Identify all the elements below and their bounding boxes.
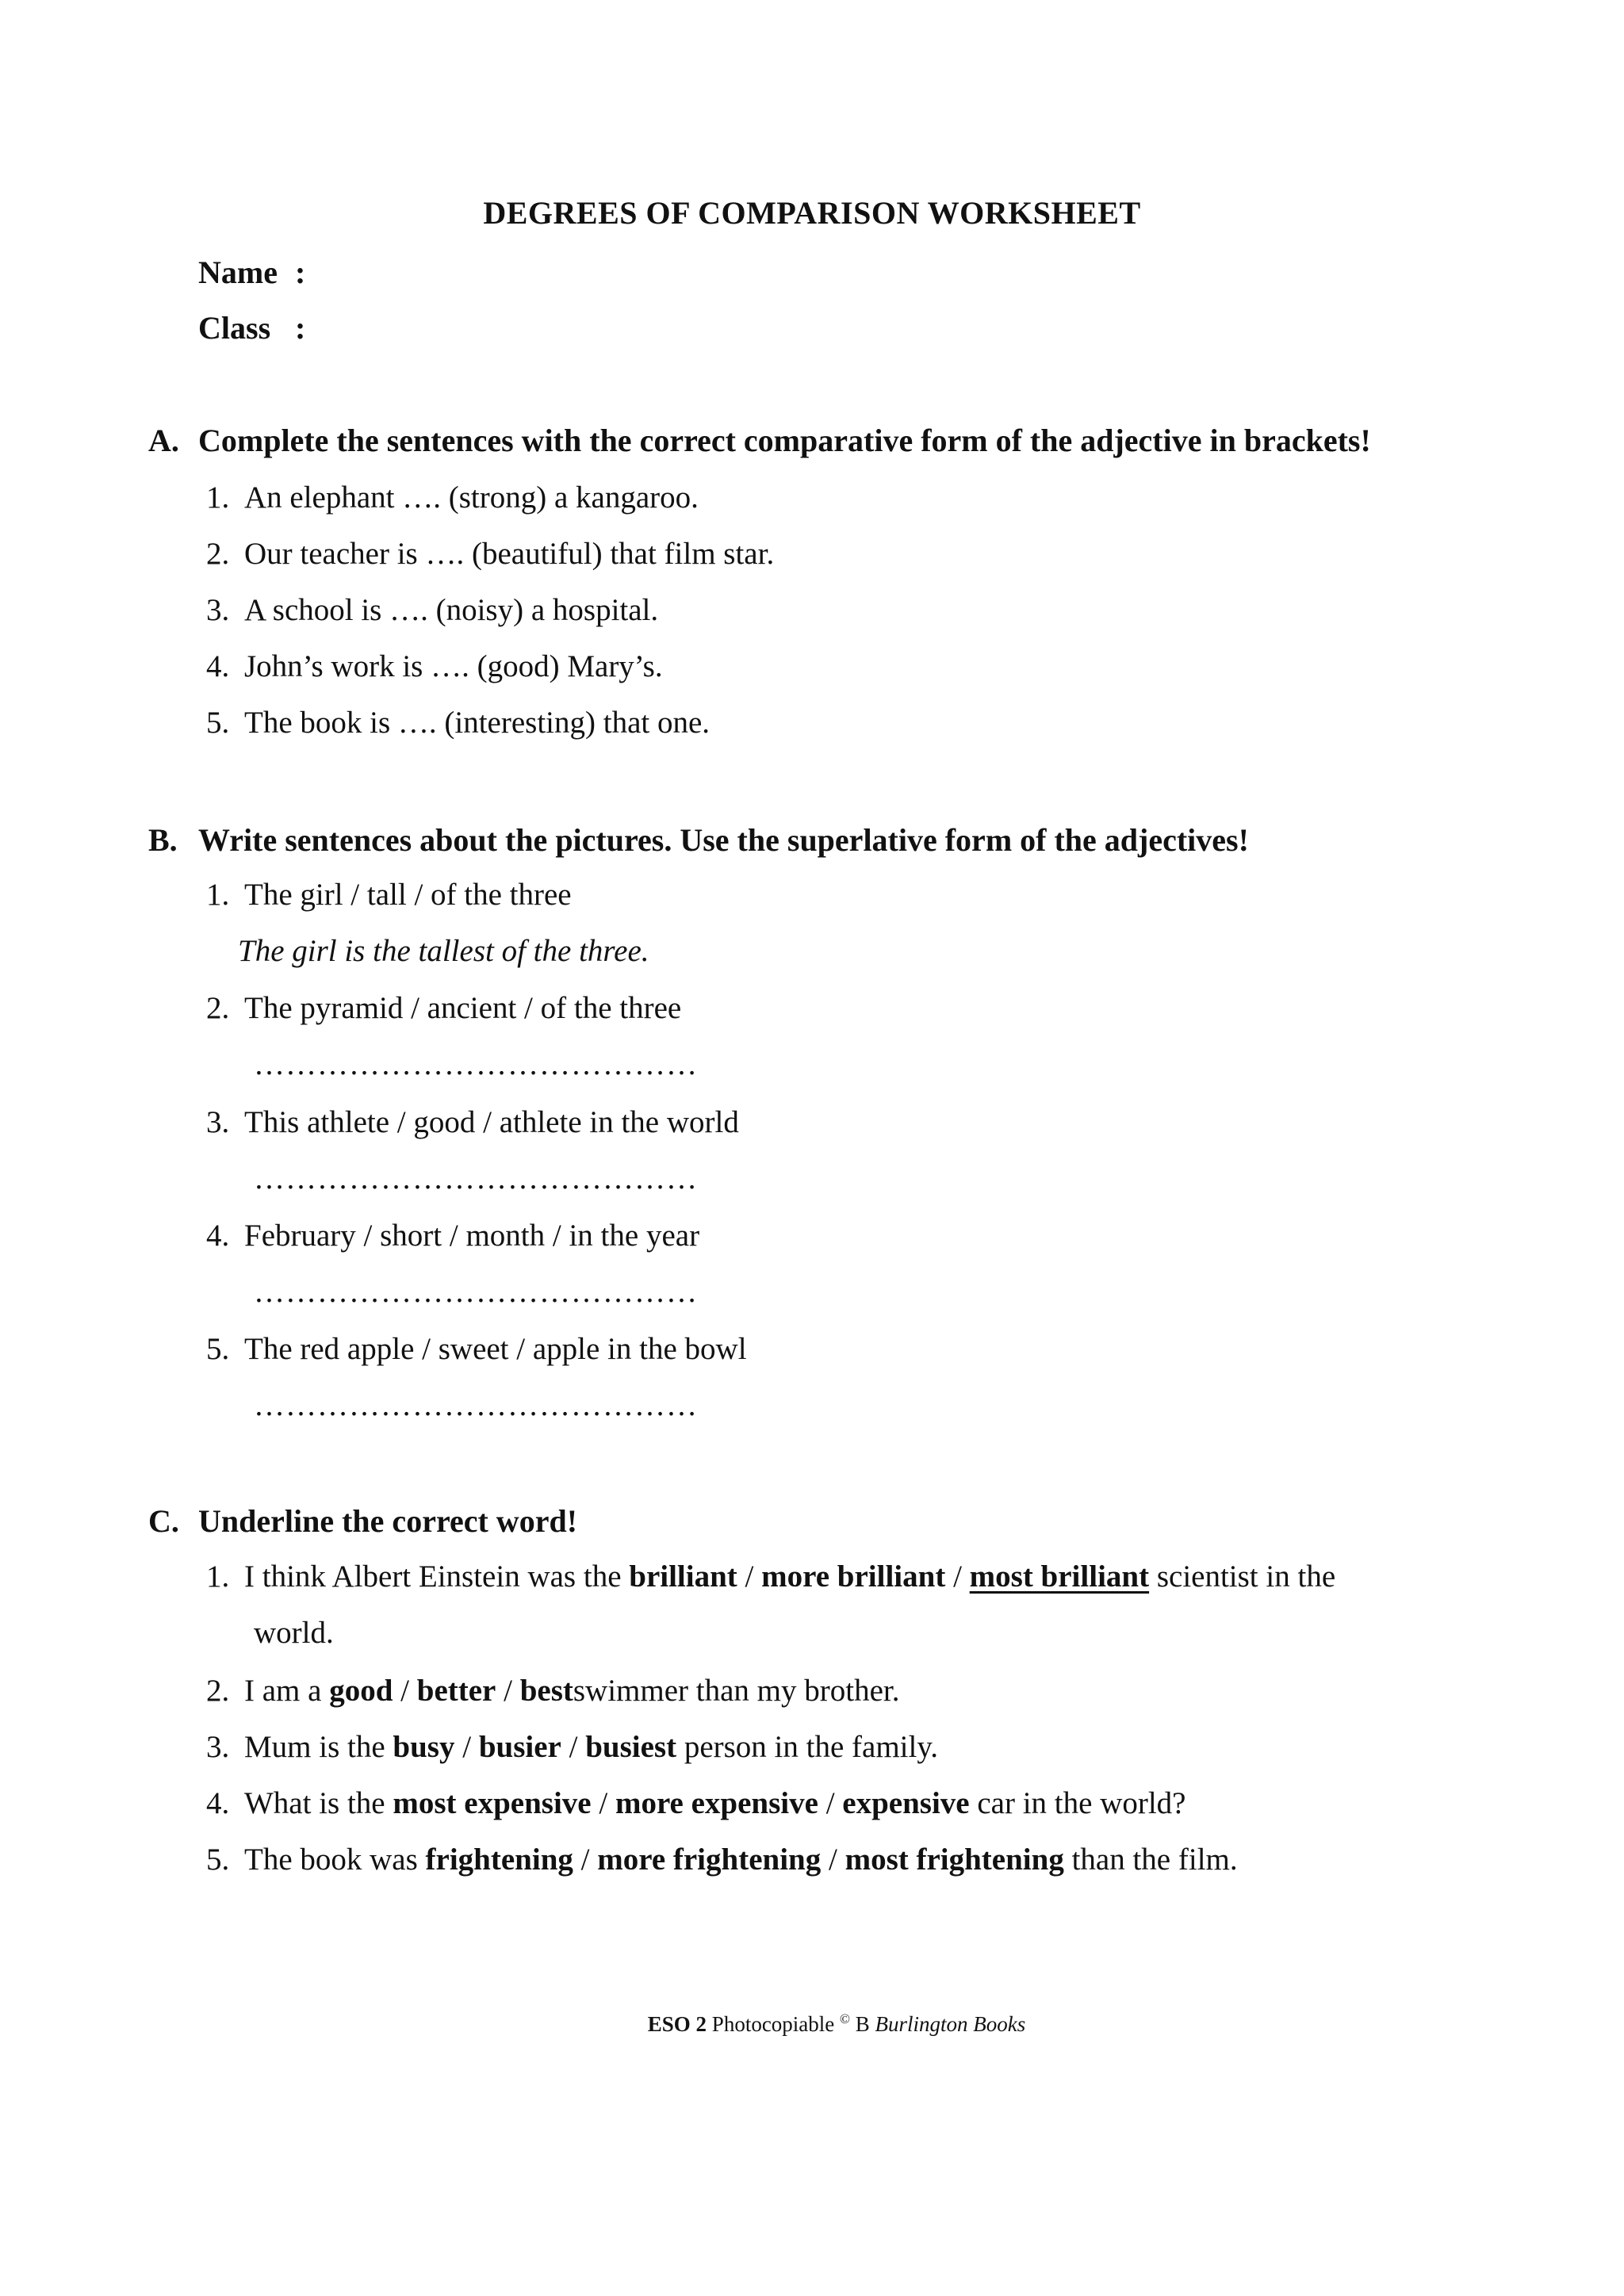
item-number: 1. — [206, 878, 230, 912]
choice-option[interactable]: more expensive — [615, 1786, 818, 1820]
section-c-heading — [148, 1502, 577, 1540]
item-number: 1. — [206, 1559, 230, 1594]
section-c-item — [206, 1842, 1238, 1877]
separator: / — [569, 1730, 578, 1764]
separator: / — [504, 1674, 512, 1708]
answer-line: …………………………………… — [254, 1161, 698, 1196]
class-label: Class — [198, 310, 271, 346]
section-a-item — [206, 592, 658, 628]
item-text: John’s work is …. (good) Mary’s. — [244, 649, 663, 683]
separator: / — [400, 1674, 409, 1708]
footer-publisher: Burlington Books — [875, 2012, 1026, 2036]
choice-option[interactable]: best — [519, 1674, 573, 1708]
separator: / — [599, 1786, 608, 1820]
item-number: 5. — [206, 1843, 230, 1877]
section-c-letter: C. — [148, 1503, 179, 1539]
section-b-item — [206, 990, 681, 1026]
section-a-item — [206, 705, 710, 740]
section-b-item — [206, 877, 572, 913]
choice-option[interactable]: expensive — [842, 1786, 970, 1820]
section-b-item — [206, 1218, 699, 1253]
footer-level: ESO 2 — [647, 2012, 707, 2036]
choice-option[interactable]: most frightening — [845, 1843, 1064, 1877]
page-footer — [0, 2011, 1624, 2037]
class-colon: : — [295, 310, 306, 346]
choice-option[interactable]: brilliant — [629, 1559, 737, 1594]
choice-option[interactable]: more brilliant — [761, 1559, 946, 1594]
item-text: The book was — [244, 1843, 418, 1877]
section-a-instruction: Complete the sentences with the correct comparative form of the adjective in brackets! — [198, 423, 1371, 458]
name-label: Name — [198, 254, 278, 290]
item-text: What is the — [244, 1786, 385, 1820]
name-field — [198, 254, 305, 291]
item-text: The pyramid / ancient / of the three — [244, 991, 682, 1025]
item-number: 2. — [206, 537, 230, 571]
item-number: 2. — [206, 1674, 230, 1708]
item-text: swimmer than my brother. — [573, 1674, 900, 1708]
separator: / — [828, 1843, 837, 1877]
item-number: 3. — [206, 1730, 230, 1764]
answer-line: …………………………………… — [254, 1047, 698, 1081]
section-a-heading — [148, 422, 1371, 459]
section-b-instruction: Write sentences about the pictures. Use the superlative form of the adjectives! — [198, 822, 1249, 858]
name-colon: : — [295, 254, 306, 290]
item-text: car in the world? — [977, 1786, 1186, 1820]
section-a-item — [206, 536, 774, 572]
section-b-item — [206, 1331, 747, 1367]
item-text: person in the family. — [684, 1730, 939, 1764]
item-number: 3. — [206, 593, 230, 627]
item-text: This athlete / good / athlete in the world — [244, 1105, 739, 1139]
item-number: 5. — [206, 706, 230, 740]
answer-line: …………………………………… — [254, 1388, 698, 1422]
section-a-letter: A. — [148, 423, 179, 458]
page-title: DEGREES OF COMPARISON WORKSHEET — [483, 195, 1141, 231]
item-text: I think Albert Einstein was the — [244, 1559, 622, 1594]
choice-option[interactable]: more frightening — [597, 1843, 822, 1877]
section-c-item — [206, 1559, 1335, 1594]
item-text: The red apple / sweet / apple in the bowl — [244, 1332, 747, 1366]
section-a-item — [206, 649, 663, 684]
item-text: scientist in the — [1156, 1559, 1336, 1594]
separator: / — [462, 1730, 472, 1764]
item-text: The girl / tall / of the three — [244, 878, 572, 912]
item-text: Mum is the — [244, 1730, 385, 1764]
section-c-item — [206, 1673, 899, 1709]
section-a-item — [206, 480, 699, 515]
item-number: 5. — [206, 1332, 230, 1366]
section-b-item — [206, 1104, 739, 1140]
choice-option[interactable]: busiest — [585, 1730, 677, 1764]
separator: / — [825, 1786, 835, 1820]
item-text: A school is …. (noisy) a hospital. — [244, 593, 659, 627]
footer-b: B — [855, 2012, 870, 2036]
section-c-instruction: Underline the correct word! — [198, 1503, 578, 1539]
item-text: I am a — [244, 1674, 322, 1708]
choice-option[interactable]: better — [416, 1674, 496, 1708]
section-b-heading — [148, 821, 1249, 859]
choice-option[interactable]: good — [329, 1674, 393, 1708]
class-field — [198, 309, 305, 346]
choice-option[interactable]: most expensive — [393, 1786, 592, 1820]
choice-option-underlined[interactable]: most brilliant — [969, 1559, 1150, 1594]
section-c-item — [206, 1785, 1186, 1821]
answer-line: …………………………………… — [254, 1275, 698, 1309]
item-number: 1. — [206, 480, 230, 515]
example-answer: The girl is the tallest of the three. — [238, 934, 649, 968]
choice-option[interactable]: frightening — [425, 1843, 573, 1877]
item-number: 4. — [206, 1786, 230, 1820]
choice-option[interactable]: busy — [393, 1730, 455, 1764]
item-text: The book is …. (interesting) that one. — [244, 706, 710, 740]
item-number: 3. — [206, 1105, 230, 1139]
separator: / — [745, 1559, 754, 1594]
item-number: 4. — [206, 649, 230, 683]
item-continuation: world. — [254, 1616, 334, 1650]
separator: / — [953, 1559, 962, 1594]
section-b-letter: B. — [148, 822, 178, 858]
choice-option[interactable]: busier — [478, 1730, 561, 1764]
section-c-item — [206, 1729, 938, 1765]
item-text: Our teacher is …. (beautiful) that film star. — [244, 537, 775, 571]
footer-text: Photocopiable — [711, 2012, 835, 2036]
item-number: 4. — [206, 1219, 230, 1253]
item-text: February / short / month / in the year — [244, 1219, 700, 1253]
copyright-symbol: © — [840, 2011, 850, 2026]
item-text: than the film. — [1071, 1843, 1238, 1877]
separator: / — [580, 1843, 590, 1877]
item-number: 2. — [206, 991, 230, 1025]
item-text: An elephant …. (strong) a kangaroo. — [244, 480, 699, 515]
